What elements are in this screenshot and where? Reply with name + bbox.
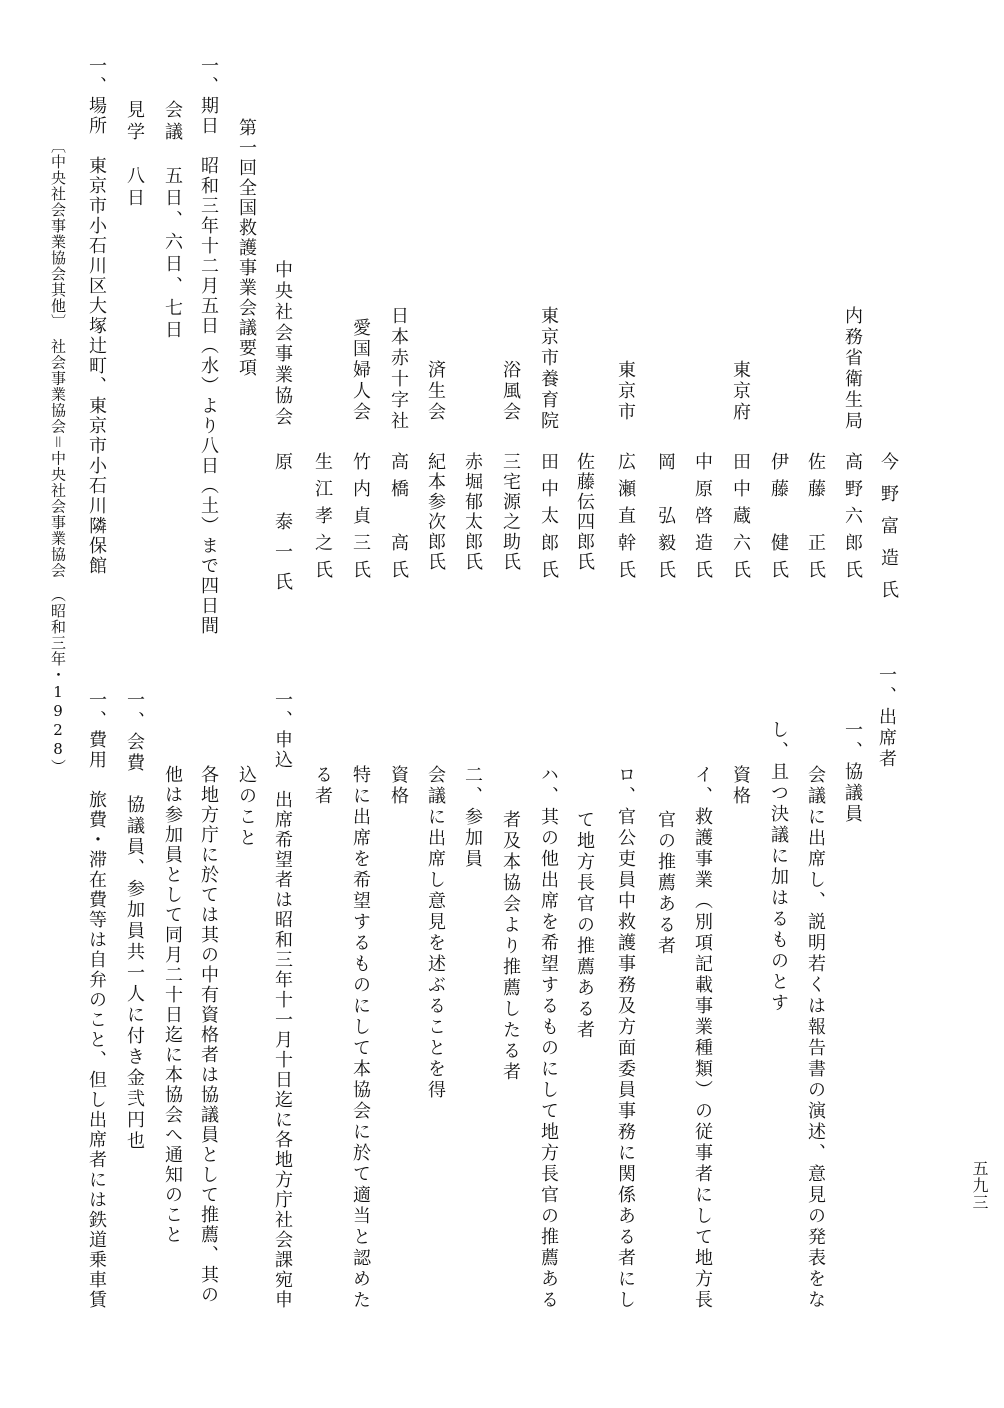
- attendee-org: 内務省衛生局: [842, 306, 863, 432]
- schedule-meeting: 会議 五日、六日、七日: [162, 100, 183, 342]
- bottom-line: 官の推薦ある者: [655, 810, 676, 957]
- attendee-name: 中原啓造氏: [692, 452, 713, 587]
- section-header-attendees: 一、出席者: [876, 665, 897, 770]
- attendee-name: 原 泰一氏: [272, 452, 293, 602]
- attendee-org: 東京府: [730, 360, 751, 423]
- page-title: 第一回全国救護事業会議要項: [236, 118, 257, 378]
- attendee-name: 岡 弘毅氏: [655, 452, 676, 587]
- bottom-line: 一、申込 出席希望者は昭和三年十一月十日迄に各地方庁社会課宛申: [272, 690, 293, 1310]
- schedule-date: 一、期日 昭和三年十二月五日（水）より八日（土）まで四日間: [198, 56, 219, 636]
- attendee-org: 東京市: [615, 360, 636, 423]
- attendee-name: 生江孝之氏: [312, 452, 333, 587]
- attendee-org: 中央社会事業協会: [272, 260, 293, 428]
- bottom-line: 一、会費 協議員、参加員共一人に付き金弐円也: [124, 690, 145, 1152]
- attendee-name: 田中蔵六氏: [730, 452, 751, 587]
- attendee-name: 今野富造氏: [878, 452, 899, 612]
- attendee-name: 広瀬直幹氏: [615, 452, 636, 587]
- bottom-line: 資格: [730, 765, 751, 807]
- bottom-line: ロ、官公吏員中救護事務及方面委員事務に関係ある者にし: [615, 765, 636, 1311]
- attendee-org: 東京市養育院: [538, 306, 559, 432]
- bottom-line: 者及本協会より推薦したる者: [500, 810, 521, 1083]
- schedule-tour: 見学 八日: [124, 100, 145, 210]
- schedule-place: 一、場所 東京市小石川区大塚辻町、東京市小石川隣保館: [86, 56, 107, 576]
- bottom-line: し、且つ決議に加はるものとす: [768, 720, 789, 1014]
- attendee-org: 済生会: [425, 360, 446, 423]
- attendee-org: 浴風会: [500, 360, 521, 423]
- bottom-line: 他は参加員として同月二十日迄に本協会へ通知のこと: [162, 765, 183, 1245]
- attendee-name: 赤堀郁太郎氏: [462, 452, 483, 572]
- bottom-line: イ、救護事業（別項記載事業種類）の従事者にして地方長: [692, 765, 713, 1311]
- bottom-line: る者: [312, 765, 333, 807]
- bottom-line: て地方長官の推薦ある者: [574, 810, 595, 1041]
- bottom-line: ハ、其の他出席を希望するものにして地方長官の推薦ある: [538, 765, 559, 1311]
- page-number: 五九三: [970, 1160, 989, 1211]
- attendee-name: 田中太郎氏: [538, 452, 559, 587]
- attendee-name: 高野六郎氏: [842, 452, 863, 587]
- attendee-name: 佐藤 正氏: [805, 452, 826, 587]
- bottom-line: 会議に出席し、説明若くは報告書の演述、意見の発表をな: [805, 765, 826, 1311]
- attendee-name: 高橋 高氏: [388, 452, 409, 587]
- bottom-line: 一、協議員: [842, 720, 863, 825]
- bottom-line: 込のこと: [236, 765, 257, 849]
- attendee-name: 紀本参次郎氏: [425, 452, 446, 572]
- bottom-line: 二、参加員: [462, 765, 483, 870]
- bottom-line: 特に出席を希望するものにして本協会に於て適当と認めた: [350, 765, 371, 1311]
- attendee-name: 佐藤伝四郎氏: [574, 452, 595, 572]
- bottom-line: 資格: [388, 765, 409, 807]
- bottom-line: 会議に出席し意見を述ぶることを得: [425, 765, 446, 1101]
- attendee-org: 日本赤十字社: [388, 306, 409, 432]
- attendee-org: 愛国婦人会: [350, 318, 371, 423]
- source-citation: 〔中央社会事業協会其他〕 社会事業協会＝中央社会事業協会 （昭和三年・1928）: [49, 138, 67, 775]
- attendee-name: 伊藤 健氏: [768, 452, 789, 587]
- bottom-line: 一、費用 旅費・滞在費等は自弁のこと、但し出席者には鉄道乗車賃: [86, 690, 107, 1310]
- bottom-line: 各地方庁に於ては其の中有資格者は協議員として推薦、其の: [198, 765, 219, 1305]
- attendee-name: 竹内貞三氏: [350, 452, 371, 587]
- attendee-name: 三宅源之助氏: [500, 452, 521, 572]
